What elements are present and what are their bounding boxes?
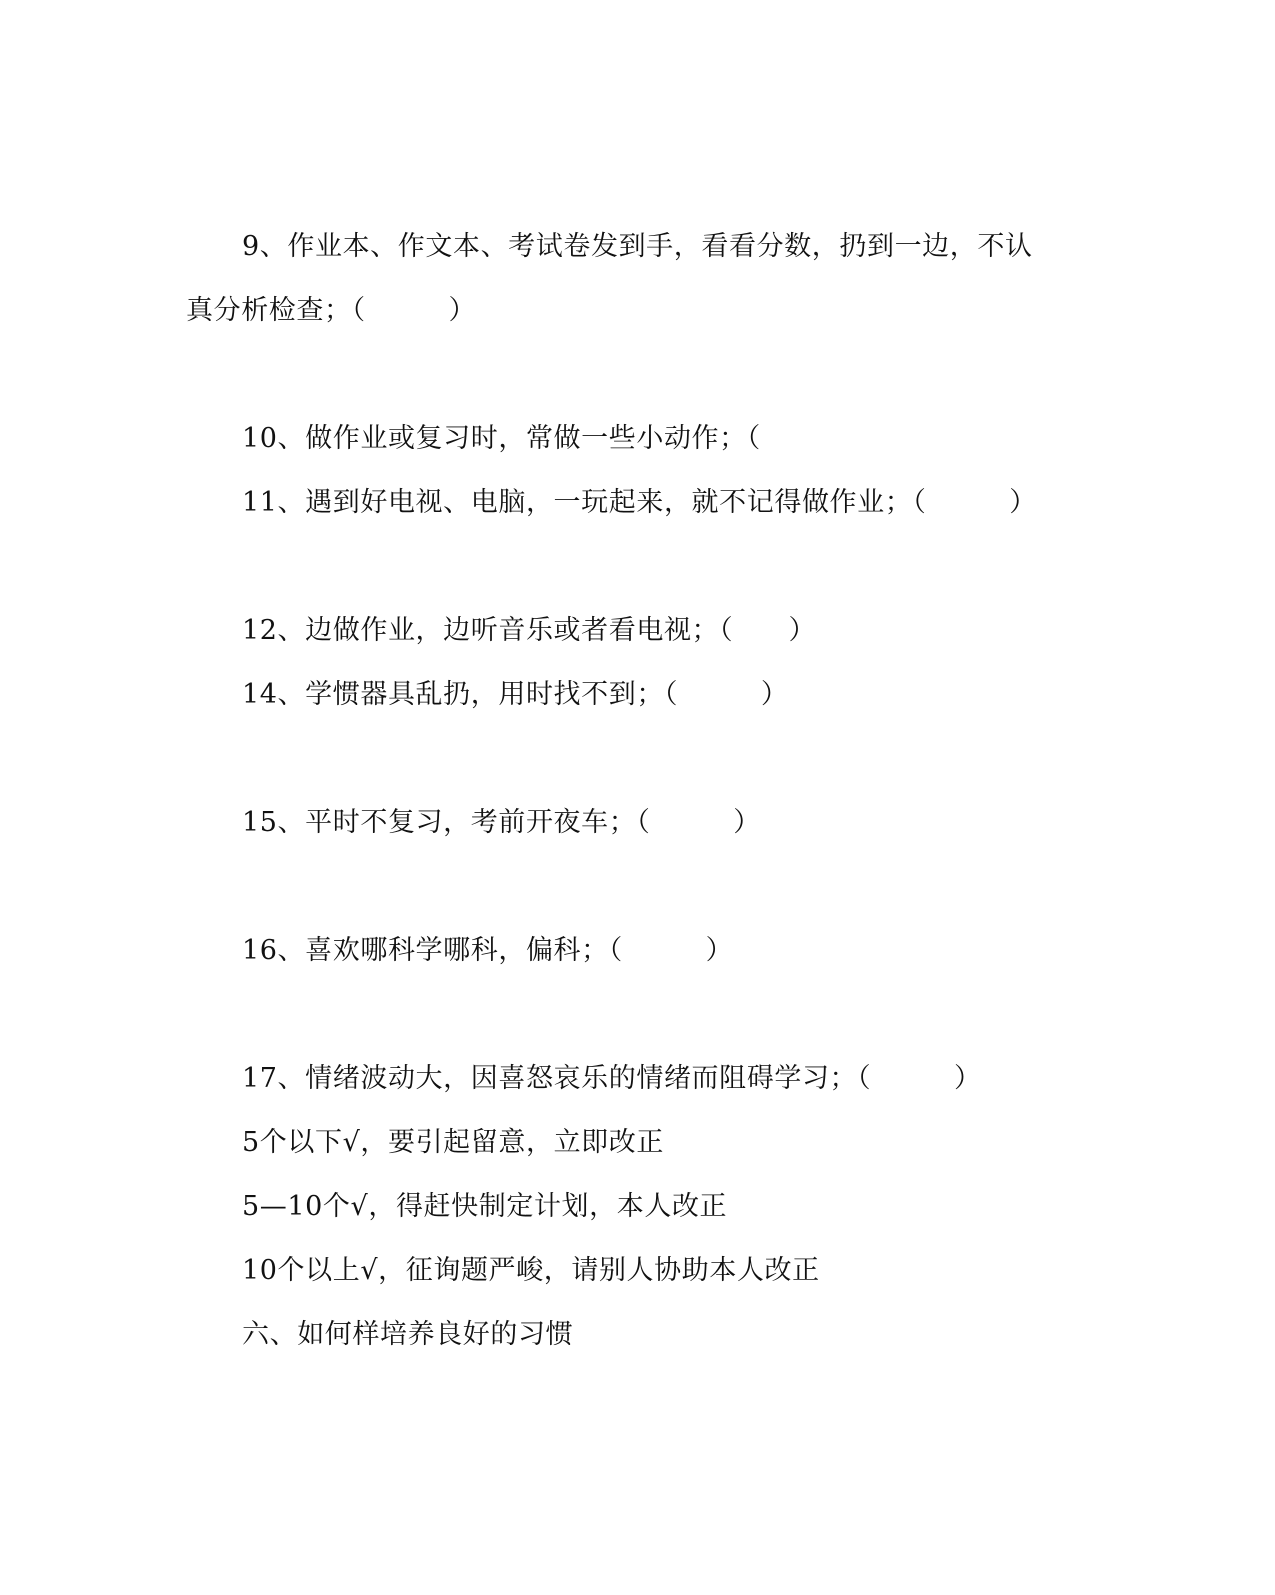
score-under-5: 5个以下√，要引起留意，立即改正 bbox=[242, 1127, 664, 1158]
item-12: 12、边做作业，边听音乐或者看电视；（ ） bbox=[242, 615, 817, 646]
item-14: 14、学惯器具乱扔，用时找不到；（ ） bbox=[242, 679, 789, 710]
item-9-line-2: 真分析检查；（ ） bbox=[186, 295, 477, 326]
item-17: 17、情绪波动大，因喜怒哀乐的情绪而阻碍学习；（ ） bbox=[242, 1063, 982, 1094]
item-10: 10、做作业或复习时，常做一些小动作；（ bbox=[242, 423, 761, 454]
score-over-10: 10个以上√，征询题严峻，请别人协助本人改正 bbox=[242, 1255, 820, 1286]
score-5-to-10: 5—10个√，得赶快制定计划，本人改正 bbox=[242, 1191, 728, 1222]
item-15: 15、平时不复习，考前开夜车；（ ） bbox=[242, 807, 761, 838]
item-9-line-1: 9、作业本、作文本、考试卷发到手，看看分数，扔到一边，不认 bbox=[242, 231, 1033, 262]
item-11: 11、遇到好电视、电脑，一玩起来，就不记得做作业；（ ） bbox=[242, 487, 1037, 518]
item-16: 16、喜欢哪科学哪科，偏科；（ ） bbox=[242, 935, 734, 966]
section-heading-6: 六、如何样培养良好的习惯 bbox=[242, 1319, 574, 1350]
